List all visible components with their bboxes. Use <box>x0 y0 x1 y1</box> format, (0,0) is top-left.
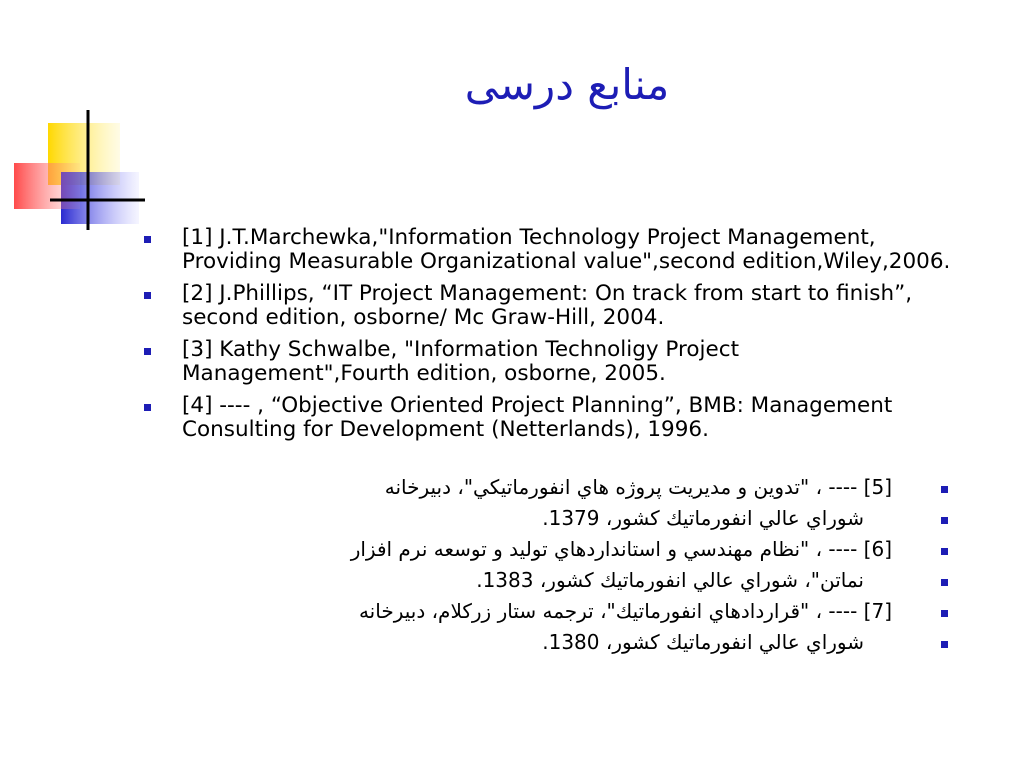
list-item <box>144 338 964 386</box>
bullet-icon <box>941 548 948 555</box>
list-item <box>300 534 960 565</box>
english-references-list <box>144 226 964 450</box>
bullet-icon <box>144 404 151 411</box>
list-item <box>300 472 960 503</box>
list-item <box>300 565 960 596</box>
list-item <box>300 627 960 658</box>
list-item <box>300 596 960 627</box>
reference-text: [4] ---- , “Objective Oriented Project Planning”, BMB: Management Consulting for Development (Netterlands), 1996. <box>182 393 893 442</box>
reference-text: [2] J.Phillips, “IT Project Management: On track from start to finish”, second edition, osborne/ Mc Graw-Hill, 2004. <box>182 281 913 330</box>
bullet-icon <box>144 348 151 355</box>
list-item <box>144 226 964 274</box>
bullet-icon <box>941 486 948 493</box>
reference-text: [7] ---- ، "قراردادهاي انفورماتيك"، ترجمه ستار زركلام، دبيرخانه <box>358 599 892 623</box>
list-item <box>144 282 964 330</box>
reference-text: [6] ---- ، "نظام مهندسي و استانداردهاي توليد و توسعه نرم افزار <box>350 537 892 561</box>
bullet-icon <box>144 292 151 299</box>
reference-text: [5] ---- ، "تدوين و مديريت پروژه هاي انفورماتيكي"، دبيرخانه <box>384 475 892 499</box>
decorative-squares-logo <box>0 0 160 240</box>
bullet-icon <box>941 610 948 617</box>
reference-text: [1] J.T.Marchewka,"Information Technology Project Management, Providing Measurable Organizational value",second edition,Wiley,2006. <box>182 225 951 274</box>
bullet-icon <box>941 641 948 648</box>
reference-text: نماتن"، شوراي عالي انفورماتيك كشور، 1383. <box>476 568 864 592</box>
reference-text: شوراي عالي انفورماتيك كشور، 1380. <box>542 630 864 654</box>
reference-text: شوراي عالي انفورماتيك كشور، 1379. <box>542 506 864 530</box>
persian-references-list <box>300 472 960 658</box>
bullet-icon <box>144 236 151 243</box>
reference-text: [3] Kathy Schwalbe, "Information Technoligy Project Management",Fourth edition, osborne, 2005. <box>182 337 739 386</box>
list-item <box>300 503 960 534</box>
bullet-icon <box>941 517 948 524</box>
slide-title: منابع درسی <box>464 60 670 109</box>
list-item <box>144 394 964 442</box>
bullet-icon <box>941 579 948 586</box>
